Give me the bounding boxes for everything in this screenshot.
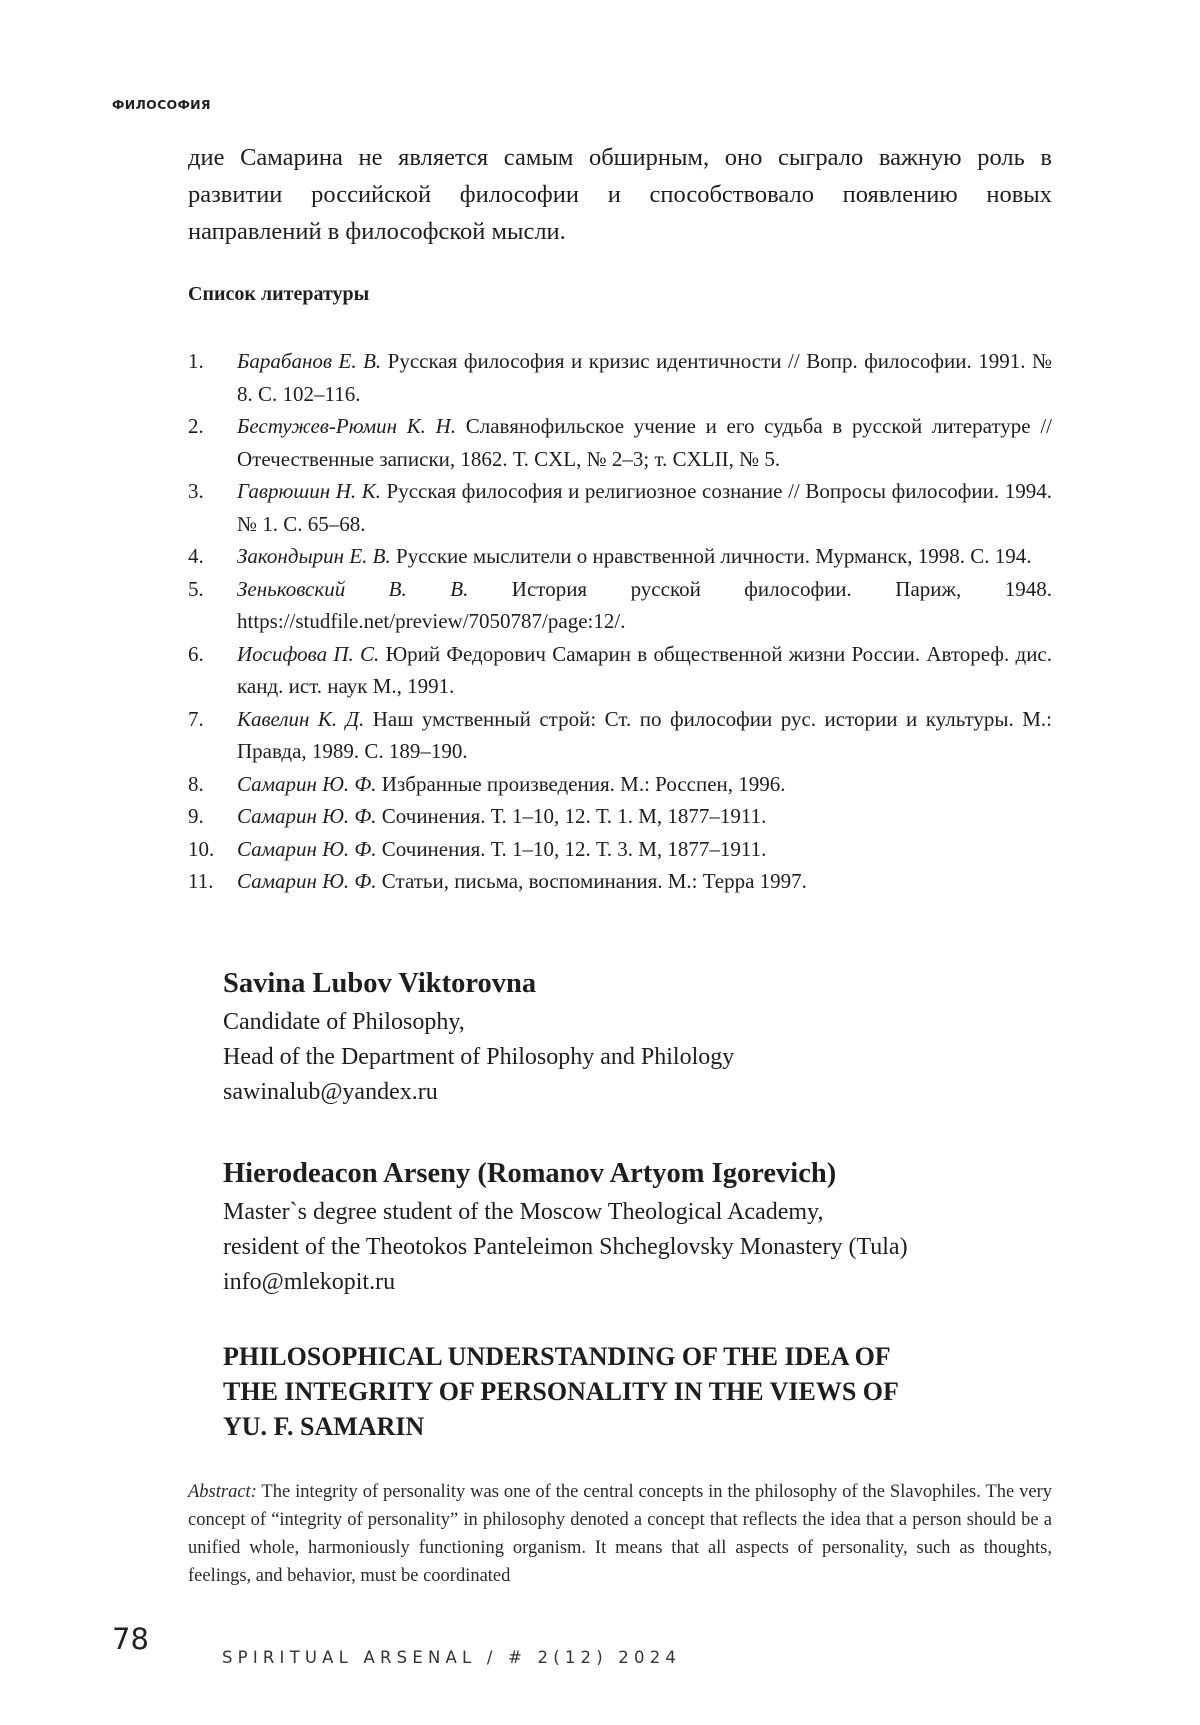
reference-text [237,768,1052,801]
reference-text [237,475,1052,540]
reference-text [237,410,1052,475]
reference-text [237,345,1052,410]
reference-item [188,638,1052,703]
reference-item [188,345,1052,410]
reference-item [188,865,1052,898]
reference-text [237,865,1052,898]
reference-details: Наш умственный строй: Ст. по философии рус. истории и культуры. М.: Правда, 1989. С. 189–190. [237,706,1052,763]
reference-author: Иосифова П. С. [237,641,380,666]
references-list [188,345,1052,898]
reference-text [237,540,1052,573]
article-title-line: THE INTEGRITY OF PERSONALITY IN THE VIEWS OF [223,1377,899,1406]
reference-item [188,768,1052,801]
reference-text [237,638,1052,703]
reference-item [188,540,1052,573]
reference-item [188,833,1052,866]
author-name: Hierodeacon Arseny (Romanov Artyom Igorevich) [223,1158,837,1189]
reference-author: Бестужев-Рюмин К. Н. [237,414,457,438]
reference-text [237,833,1052,866]
article-title-line: PHILOSOPHICAL UNDERSTANDING OF THE IDEA OF [223,1342,891,1371]
reference-item [188,800,1052,833]
reference-item [188,475,1052,540]
reference-details: Юрий Федорович Самарин в общественной жизни России. Автореф. дис. канд. ист. наук М., 1991. [237,641,1053,698]
author-block [223,1153,1083,1300]
page-number: 78 [112,1622,149,1656]
author-email: sawinalub@yandex.ru [223,1079,438,1105]
running-head: ФИЛОСОФИЯ [112,97,211,112]
author-email: info@mlekopit.ru [223,1269,396,1295]
reference-number: 6. [188,641,204,666]
reference-details: Русская философия и кризис идентичности // Вопр. философии. 1991. № 8. С. 102–116. [237,349,1052,406]
reference-text [237,703,1052,768]
references-title: Список литературы [188,283,370,305]
reference-number: 5. [188,576,204,601]
reference-author: Зеньковский В. В. [237,576,469,601]
abstract-text: The integrity of personality was one of the central concepts in the philosophy of the Slavophiles. The very concept of “integrity of personality” in philosophy denoted a concept that reflects the idea that a person should be a unified whole, harmoniously functioning organism. It means that all aspects of personality, such as thoughts, feelings, and behavior, must be coordinated [188,1482,1052,1586]
reference-details: Сочинения. Т. 1–10, 12. Т. 3. М, 1877–1911. [376,836,767,861]
journal-footer: SPIRITUAL ARSENAL / # 2(12) 2024 [222,1648,682,1667]
author-affiliation: resident of the Theotokos Panteleimon Shcheglovsky Monastery (Tula) [223,1234,908,1260]
author-status: Master`s degree student of the Moscow Theological Academy, [223,1199,824,1225]
reference-details: Статьи, письма, воспоминания. М.: Терра 1997. [376,869,807,893]
body-paragraph: дие Самарина не является самым обширным, оно сыграло важную роль в развитии российской философии и способствовало появлению новых направлений в философской мысли. [188,144,1052,245]
reference-text [237,800,1052,833]
reference-item [188,410,1052,475]
author-block [223,963,1083,1110]
reference-author: Самарин Ю. Ф. [237,771,377,796]
reference-details: Избранные произведения. М.: Росспен, 1996. [376,771,786,796]
reference-number: 7. [188,706,204,731]
reference-number: 4. [188,544,204,568]
reference-item [188,573,1052,638]
reference-details: История русской философии. Париж, 1948. https://studfile.net/preview/7050787/page:12/. [237,576,1052,633]
article-title-line: YU. F. SAMARIN [223,1412,425,1441]
reference-details: Русские мыслители о нравственной личности. Мурманск, 1998. С. 194. [390,544,1032,568]
reference-author: Кавелин К. Д. [237,706,365,731]
reference-author: Самарин Ю. Ф. [237,804,377,828]
reference-number: 9. [188,804,204,828]
reference-number: 8. [188,771,204,796]
reference-details: Сочинения. Т. 1–10, 12. Т. 1. М, 1877–1911. [376,804,767,828]
reference-number: 1. [188,349,204,373]
author-position: Head of the Department of Philosophy and Philology [223,1044,735,1070]
reference-details: Русская философия и религиозное сознание // Вопросы философии. 1994. № 1. С. 65–68. [237,479,1052,536]
article-title [223,1339,1083,1444]
reference-text [237,573,1052,638]
author-name: Savina Lubov Viktorovna [223,968,537,999]
reference-author: Закондырин Е. В. [237,544,391,568]
reference-item [188,703,1052,768]
abstract-label: Abstract: [188,1482,257,1502]
reference-number: 11. [188,869,214,893]
reference-author: Самарин Ю. Ф. [237,836,377,861]
reference-author: Самарин Ю. Ф. [237,869,377,893]
reference-details: Славянофильское учение и его судьба в русской литературе // Отечественные записки, 1862. Т. CXL, № 2–3; т. CXLII, № 5. [237,414,1052,471]
reference-author: Гаврюшин Н. К. [237,479,381,503]
reference-number: 3. [188,479,204,503]
abstract [188,1478,1052,1590]
reference-number: 10. [188,836,215,861]
reference-author: Барабанов Е. В. [237,349,382,373]
reference-number: 2. [188,414,204,438]
author-degree: Candidate of Philosophy, [223,1009,465,1035]
